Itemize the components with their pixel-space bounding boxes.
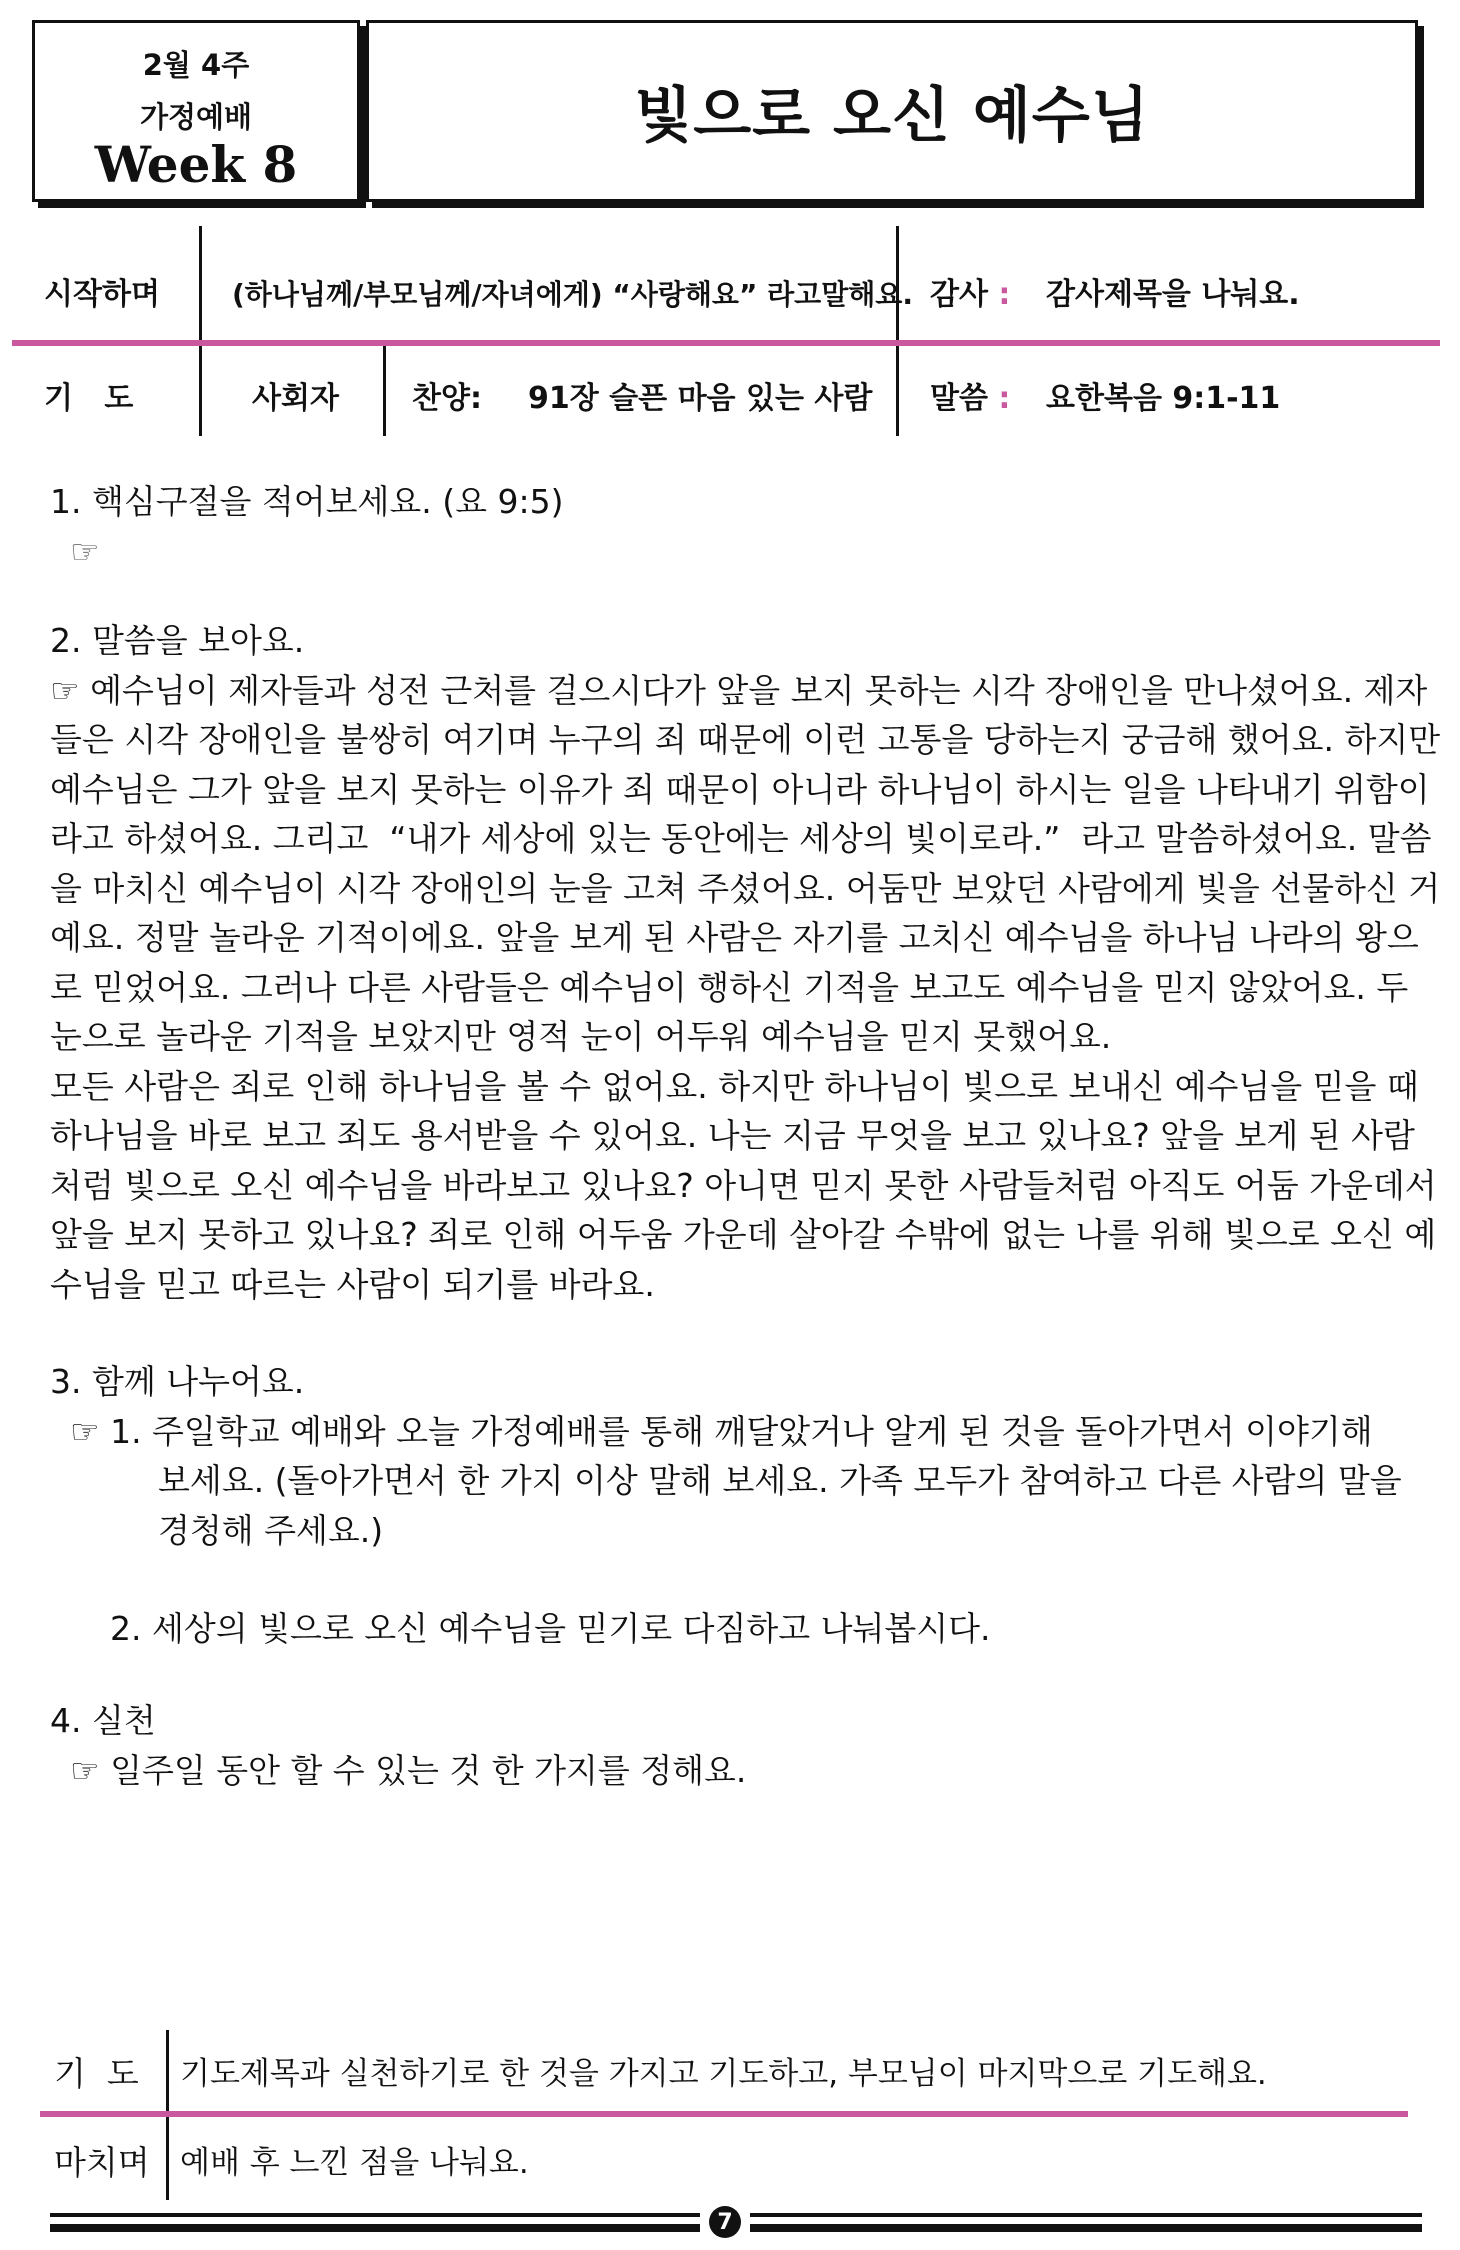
colon: : xyxy=(998,277,1011,312)
section-4-item: ☞ 일주일 동안 할 수 있는 것 한 가지를 정해요. xyxy=(70,1750,747,1790)
worship-type-label: 가정예배 xyxy=(139,100,253,134)
hymn-label: 찬양: xyxy=(412,381,482,416)
section-2-text-line: 모든 사람은 죄로 인해 하나님을 볼 수 없어요. 하지만 하나님이 빛으로 보내신 예수님을 믿을 때 xyxy=(50,1066,1419,1106)
section-2-text-line: ☞ 예수님이 제자들과 성전 근처를 걸으시다가 앞을 보지 못하는 시각 장애인을 만나셨어요. 제자 xyxy=(50,670,1428,710)
section-2-text-line: 눈으로 놀라운 기적을 보았지만 영적 눈이 어두워 예수님을 믿지 못했어요. xyxy=(50,1017,1112,1056)
footer-rule xyxy=(50,2224,700,2232)
section-3-item-2: 2. 세상의 빛으로 오신 예수님을 믿기로 다짐하고 나눠봅시다. xyxy=(110,1609,991,1648)
table-divider xyxy=(896,226,899,436)
section-4 xyxy=(50,1696,1420,1795)
footer-rule xyxy=(750,2224,1422,2232)
hymn-title: 91장 슬픈 마음 있는 사람 xyxy=(528,381,873,416)
page-number: 7 xyxy=(709,2206,741,2238)
section-2-text-line: 예수님은 그가 앞을 보지 못하는 이유가 죄 때문이 아니라 하나님이 하시는 일을 나타내기 위함이 xyxy=(50,769,1430,809)
table-divider xyxy=(383,344,386,436)
prayer-label: 기 도 xyxy=(44,381,134,416)
hand-pointer-icon: ☞ xyxy=(70,531,100,571)
leader-label: 사회자 xyxy=(252,381,339,416)
pink-divider xyxy=(12,340,1440,346)
closing-label: 마치며 xyxy=(54,2143,150,2182)
table-divider xyxy=(199,226,202,436)
section-3-title: 3. 함께 나누어요. xyxy=(50,1362,305,1401)
page-title: 빛으로 오신 예수님 xyxy=(634,81,1150,151)
title-box xyxy=(366,20,1418,202)
section-2-text-line: 처럼 빛으로 오신 예수님을 바라보고 있나요? 아니면 믿지 못한 사람들처럼 아직도 어둠 가운데서 xyxy=(50,1165,1437,1205)
section-2-text-line: 하나님을 바로 보고 죄도 용서받을 수 있어요. 나는 지금 무엇을 보고 있나요? 앞을 보게 된 사람 xyxy=(50,1116,1415,1155)
section-2-text-line: 예요. 정말 놀라운 기적이에요. 앞을 보게 된 사람은 자기를 고치신 예수님을 하나님 나라의 왕으 xyxy=(50,918,1419,957)
section-2 xyxy=(50,616,1441,1309)
section-3-item-1: ☞ 1. 주일학교 예배와 오늘 가정예배를 통해 깨달았거나 알게 된 것을 돌아가면서 이야기해 xyxy=(70,1411,1373,1451)
start-content: (하나님께/부모님께/자녀에게) “사랑해요” 라고말해요. xyxy=(232,278,913,311)
section-1-title: 1. 핵심구절을 적어보세요. (요 9:5) xyxy=(50,482,564,521)
section-2-text-line: 로 믿었어요. 그러나 다른 사람들은 예수님이 행하신 기적을 보고도 예수님을 믿지 않았어요. 두 xyxy=(50,967,1409,1007)
section-3 xyxy=(50,1357,1420,1654)
week-number: Week 8 xyxy=(94,135,298,194)
footer-rule xyxy=(750,2213,1422,2217)
closing-prayer-label: 기 도 xyxy=(54,2054,139,2093)
section-2-text-line: 수님을 믿고 따르는 사람이 되기를 바라요. xyxy=(50,1264,655,1304)
pink-divider xyxy=(40,2111,1408,2117)
word-label: 말씀 : xyxy=(930,381,1011,416)
week-label: 2월 4주 xyxy=(142,48,250,82)
section-2-text-line: 라고 하셨어요. 그리고 “내가 세상에 있는 동안에는 세상의 빛이로라.” 라고 말씀하셨어요. 말씀 xyxy=(50,819,1432,858)
colon: : xyxy=(998,381,1011,416)
section-2-text-line: 들은 시각 장애인을 불쌍히 여기며 누구의 죄 때문에 이런 고통을 당하는지 궁금해 했어요. 하지만 xyxy=(50,720,1441,759)
scripture-reference: 요한복음 9:1-11 xyxy=(1046,381,1281,416)
footer-rule xyxy=(50,2213,700,2217)
section-3-item-1-cont: 보세요. (돌아가면서 한 가지 이상 말해 보세요. 가족 모두가 참여하고 다른 사람의 말을 xyxy=(158,1461,1402,1500)
thanks-label: 감사 : xyxy=(930,277,1011,312)
section-1 xyxy=(50,477,1420,576)
section-3-item-1-cont: 경청해 주세요.) xyxy=(158,1510,384,1550)
section-4-title: 4. 실천 xyxy=(50,1701,156,1740)
closing-text: 예배 후 느낀 점을 나눠요. xyxy=(180,2145,529,2181)
closing-prayer-text: 기도제목과 실천하기로 한 것을 가지고 기도하고, 부모님이 마지막으로 기도해요. xyxy=(180,2056,1267,2092)
week-box xyxy=(32,20,360,202)
thanks-content: 감사제목을 나눠요. xyxy=(1046,277,1300,312)
section-2-title: 2. 말씀을 보아요. xyxy=(50,621,305,660)
section-2-text-line: 을 마치신 예수님이 시각 장애인의 눈을 고쳐 주셨어요. 어둠만 보았던 사람에게 빛을 선물하신 거 xyxy=(50,868,1441,908)
start-label: 시작하며 xyxy=(44,277,160,312)
section-2-text-line: 앞을 보지 못하고 있나요? 죄로 인해 어두움 가운데 살아갈 수밖에 없는 나를 위해 빛으로 오신 예 xyxy=(50,1215,1437,1254)
